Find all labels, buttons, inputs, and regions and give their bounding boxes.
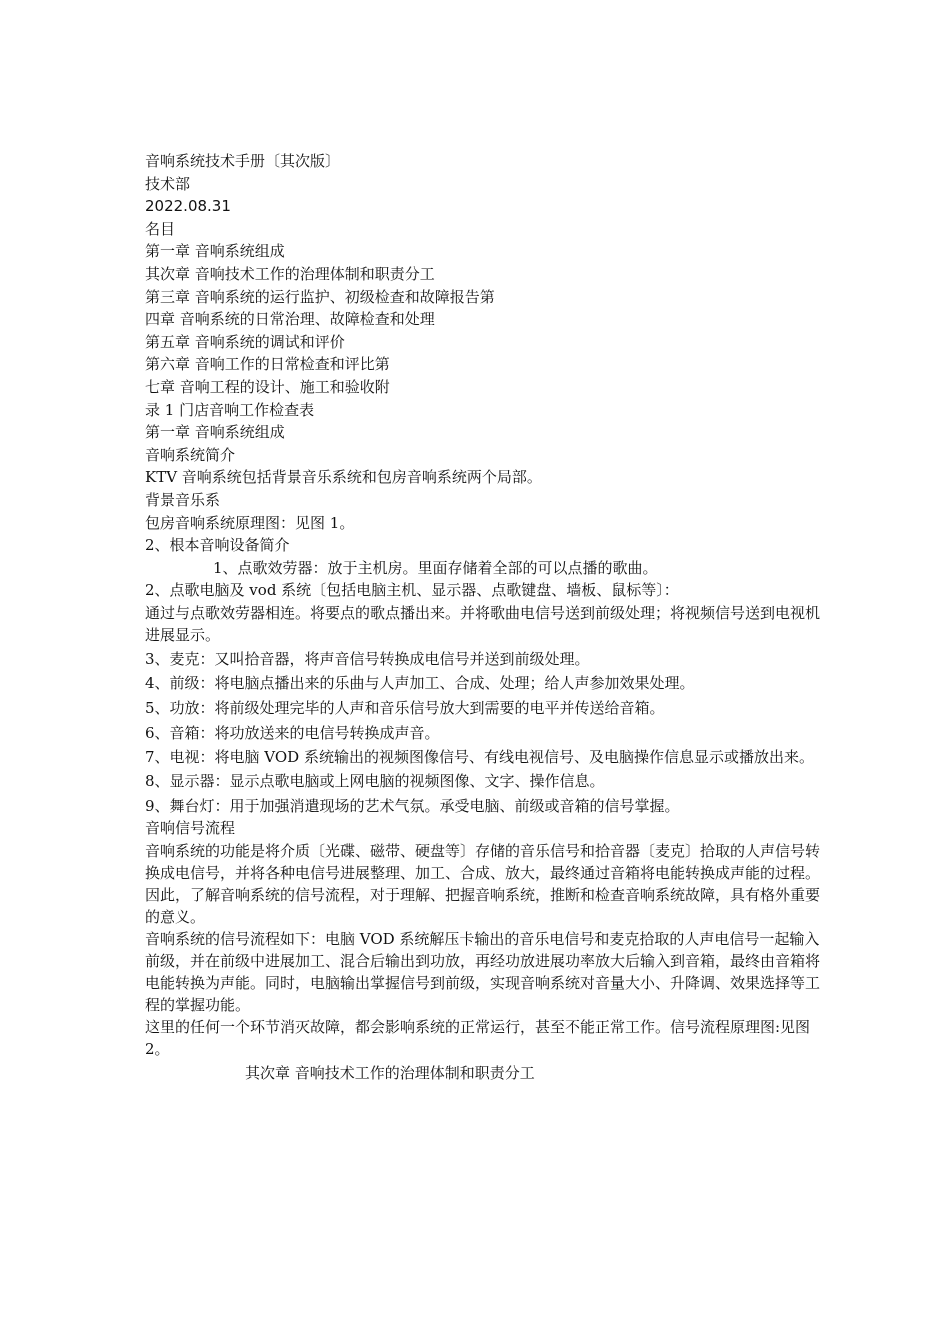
background-music-label: 背景音乐系 bbox=[145, 490, 221, 509]
equipment-item: 1、点歌效劳器：放于主机房。里面存储着全部的可以点播的歌曲。 bbox=[213, 558, 658, 577]
document-body bbox=[145, 150, 825, 1085]
toc-line: 录 1 门店音响工作检查表 bbox=[145, 400, 315, 419]
signal-flow-paragraph: 音响系统的信号流程如下：电脑 VOD 系统解压卡输出的音乐电信号和麦克拾取的人声电信号一起输入前级，并在前级中进展加工、混合后输出到功放，再经功放进展功率放大后输入到音箱，最终由音箱将电能转换为声能。同时，电脑输出掌握信号到前级，实现音响系统对音量大小、升降调、效果选择等工程的掌握功能。 bbox=[145, 930, 821, 1015]
equipment-item-description: 通过与点歌效劳器相连。将要点的歌点播出来。并将歌曲电信号送到前级处理；将视频信号送到电视机进展显示。 bbox=[145, 603, 821, 644]
toc-line: 其次章 音响技术工作的治理体制和职责分工 bbox=[145, 264, 435, 283]
equipment-item: 3、麦克：又叫拾音器，将声音信号转换成电信号并送到前级处理。 bbox=[145, 649, 590, 668]
equipment-heading: 2、根本音响设备简介 bbox=[145, 536, 290, 555]
toc-line: 第五章 音响系统的调试和评价 bbox=[145, 332, 345, 351]
document-title: 音响系统技术手册〔其次版〕 bbox=[145, 152, 341, 170]
chapter-1-heading: 第一章 音响系统组成 bbox=[145, 423, 285, 442]
equipment-item: 4、前级：将电脑点播出来的乐曲与人声加工、合成、处理；给人声参加效果处理。 bbox=[145, 674, 695, 693]
signal-flow-heading: 音响信号流程 bbox=[145, 819, 236, 838]
table-of-contents bbox=[145, 240, 825, 421]
toc-line: 四章 音响系统的日常治理、故障检查和处理 bbox=[145, 310, 435, 329]
equipment-item: 2、点歌电脑及 vod 系统〔包括电脑主机、显示器、点歌键盘、墙板、鼠标等〕： bbox=[145, 581, 679, 600]
equipment-item: 9、舞台灯：用于加强消遣现场的艺术气氛。承受电脑、前级或音箱的信号掌握。 bbox=[145, 796, 680, 815]
ktv-description: KTV 音响系统包括背景音乐系统和包房音响系统两个局部。 bbox=[145, 468, 542, 487]
equipment-item: 6、音箱：将功放送来的电信号转换成声音。 bbox=[145, 723, 440, 742]
toc-line: 第一章 音响系统组成 bbox=[145, 242, 285, 261]
signal-flow-paragraph: 这里的任何一个环节消灭故障，都会影响系统的正常运行，甚至不能正常工作。信号流程原理图:见图 2。 bbox=[145, 1018, 811, 1059]
room-diagram-reference: 包房音响系统原理图：见图 1。 bbox=[145, 513, 355, 532]
equipment-item: 5、功放：将前级处理完毕的人声和音乐信号放大到需要的电平并传送给音箱。 bbox=[145, 699, 665, 718]
chapter-2-heading: 其次章 音响技术工作的治理体制和职责分工 bbox=[245, 1064, 535, 1083]
signal-flow-paragraph: 音响系统的功能是将介质〔光碟、磁带、硬盘等〕存储的音乐信号和拾音器〔麦克〕拾取的人声信号转换成电信号，并将各种电信号进展整理、加工、合成、放大，最终通过音箱将电能转换成声能的过程。因此，了解音响系统的信号流程，对于理解、把握音响系统，推断和检查音响系统故障，具有格外重要的意义。 bbox=[145, 842, 821, 927]
equipment-item: 8、显示器：显示点歌电脑或上网电脑的视频图像、文字、操作信息。 bbox=[145, 772, 605, 791]
equipment-item: 7、电视：将电脑 VOD 系统输出的视频图像信号、有线电视信号、及电脑操作信息显示或播放出来。 bbox=[145, 748, 814, 767]
toc-line: 七章 音响工程的设计、施工和验收附 bbox=[145, 377, 390, 396]
department: 技术部 bbox=[145, 174, 191, 193]
toc-heading: 名目 bbox=[145, 219, 176, 238]
date: 2022.08.31 bbox=[145, 197, 231, 216]
toc-line: 第三章 音响系统的运行监护、初级检查和故障报告第 bbox=[145, 287, 495, 306]
toc-line: 第六章 音响工作的日常检查和评比第 bbox=[145, 355, 390, 374]
section-heading: 音响系统简介 bbox=[145, 445, 236, 464]
